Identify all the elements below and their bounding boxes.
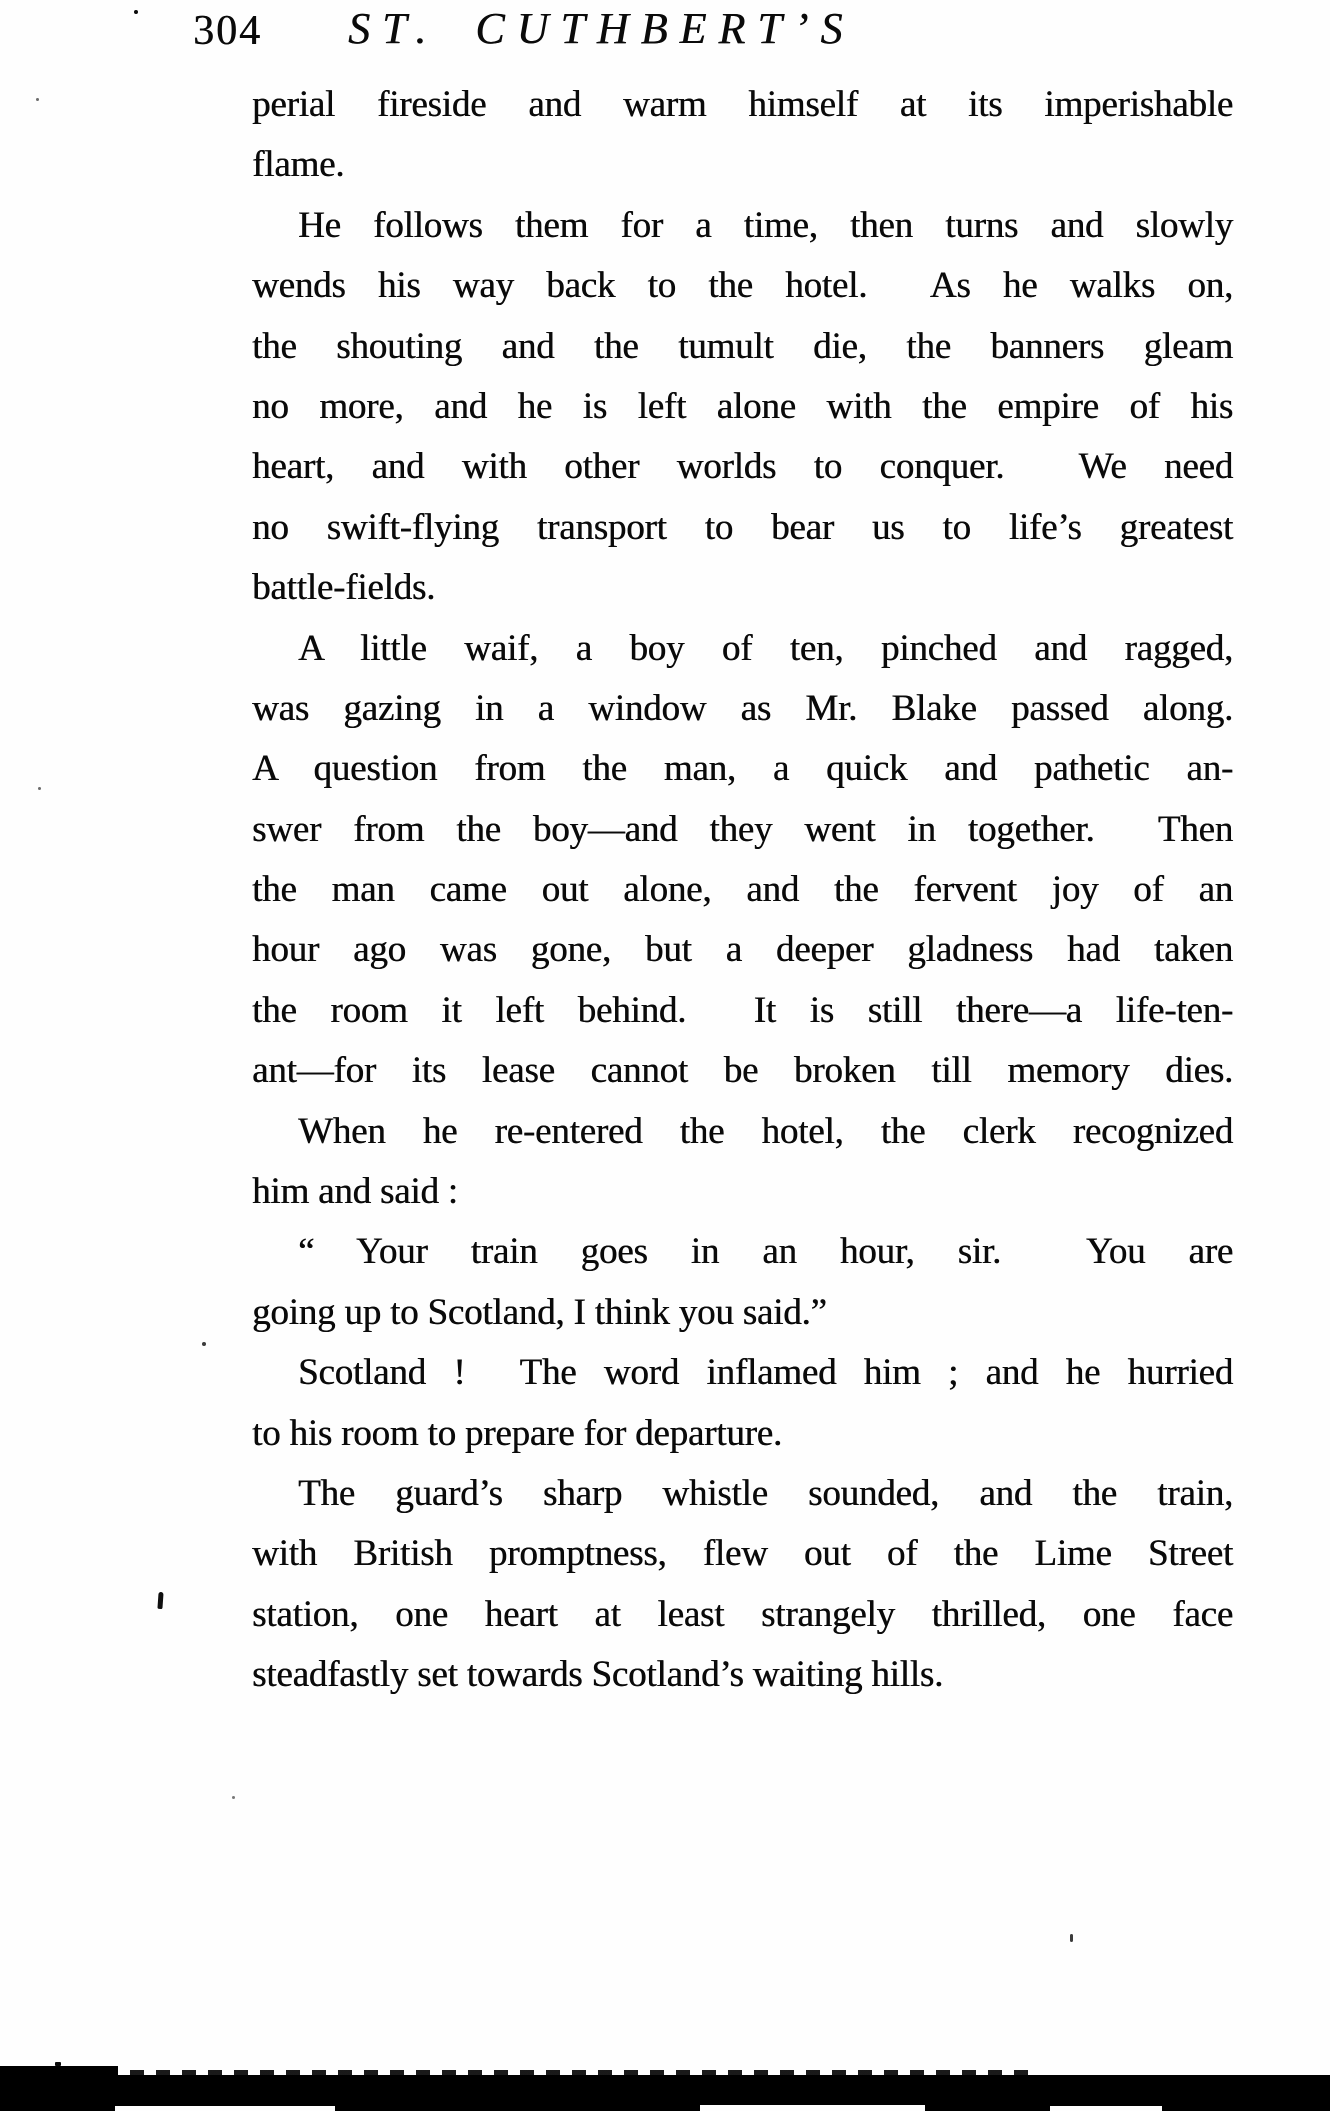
scan-tick-artifact [157, 1592, 163, 1609]
text-line: going up to Scotland, I think you said.” [252, 1291, 827, 1333]
text-line: to his room to prepare for departure. [252, 1412, 782, 1454]
text-line: “ Your train goes in an hour, sir. You are [298, 1231, 1233, 1273]
text-line: the shouting and the tumult die, the banners gleam [252, 325, 1233, 367]
text-line: Scotland ! The word inflamed him ; and he hurried [298, 1352, 1233, 1394]
text-line: A question from the man, a quick and pathetic an- [252, 748, 1233, 790]
scan-speck [1070, 1934, 1073, 1942]
scan-speck [232, 1796, 235, 1799]
text-line: with British promptness, flew out of the Lime Street [252, 1533, 1233, 1575]
running-title: ST. CUTHBERT’S [348, 4, 855, 53]
scan-speck [36, 98, 39, 101]
text-line: station, one heart at least strangely thrilled, one face [252, 1593, 1233, 1635]
text-line: swer from the boy—and they went in together. Then [252, 808, 1233, 850]
text-line: wends his way back to the hotel. As he walks on, [252, 265, 1233, 307]
text-line: was gazing in a window as Mr. Blake passed along. [252, 687, 1233, 729]
scan-bar-notch [700, 2105, 925, 2111]
text-line: He follows them for a time, then turns and slowly [298, 204, 1233, 246]
page-header [0, 0, 1330, 70]
text-line: the room it left behind. It is still there—a life-ten- [252, 989, 1233, 1031]
text-line: him and said : [252, 1171, 458, 1213]
text-line: heart, and with other worlds to conquer. We need [252, 446, 1233, 488]
text-line: hour ago was gone, but a deeper gladness had taken [252, 929, 1233, 971]
text-line: A little waif, a boy of ten, pinched and ragged, [298, 627, 1233, 669]
text-line: When he re-entered the hotel, the clerk recognized [298, 1110, 1233, 1152]
scan-speck [134, 10, 138, 14]
text-line: battle-fields. [252, 567, 436, 609]
text-line: perial fireside and warm himself at its imperishable [252, 84, 1233, 125]
text-line: flame. [252, 144, 345, 186]
scan-speck [202, 1342, 206, 1346]
text-line: ant—for its lease cannot be broken till memory dies. [252, 1050, 1233, 1092]
text-line: no swift-flying transport to bear us to life’s greatest [252, 506, 1233, 548]
text-line: The guard’s sharp whistle sounded, and the train, [298, 1472, 1233, 1514]
scan-bar-notch [115, 2106, 335, 2111]
text-line: steadfastly set towards Scotland’s waiting hills. [252, 1654, 944, 1696]
body-text [252, 75, 1233, 1706]
text-line: the man came out alone, and the fervent joy of an [252, 869, 1233, 911]
scan-speck [38, 787, 41, 790]
text-line: no more, and he is left alone with the empire of his [252, 385, 1233, 427]
page-number: 304 [193, 8, 262, 54]
scan-bar-notch [1050, 2106, 1162, 2111]
